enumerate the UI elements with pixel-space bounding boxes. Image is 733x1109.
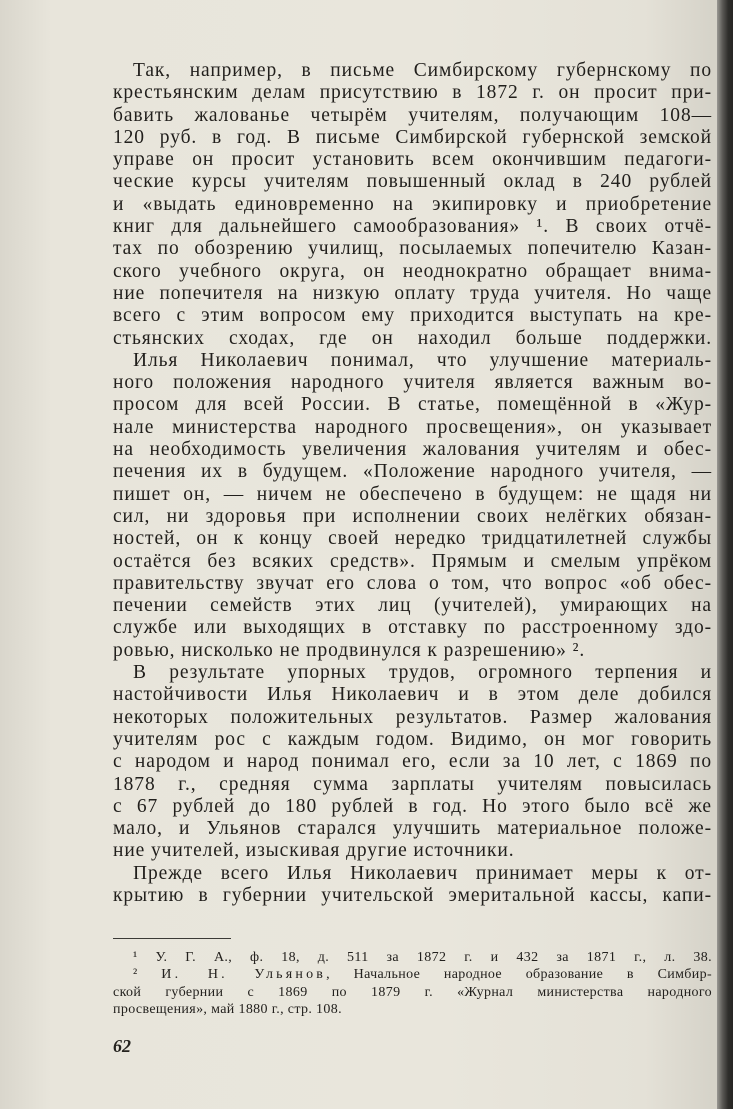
text-line: пишет он, — ничем не обеспечено в будущем: не щадя ни — [113, 483, 712, 505]
paragraph-3 — [113, 662, 712, 863]
footnote-separator — [113, 938, 231, 939]
footnote-marker: ² — [133, 967, 138, 983]
text-line: ностей, он к концу своей нередко тридцатилетней службы — [113, 528, 712, 550]
footnote-line — [113, 966, 712, 983]
text-line: ровью, нисколько не продвинулся к разрешению» ². — [113, 639, 586, 661]
text-line: печении семейств этих лиц (учителей), умирающих на — [113, 595, 712, 617]
text-line: с 67 рублей до 180 рублей в год. Но этого было всё же — [113, 795, 712, 817]
footnotes — [113, 949, 712, 1019]
text-line: учителям рос с каждым годом. Видимо, он мог говорить — [113, 728, 712, 750]
text-line: крытию в губернии учительской эмеритальной кассы, капи- — [113, 884, 712, 906]
footnote-author: И. Н. Ульянов — [161, 967, 327, 983]
text-line: с народом и народ понимал его, если за 10 лет, с 1869 по — [113, 751, 712, 773]
page-number: 62 — [113, 1036, 131, 1056]
text-line: ние учителей, изыскивая другие источники. — [113, 840, 515, 862]
text-line: остаётся без всяких средств». Прямым и смелым упрёком — [113, 550, 712, 572]
text-line: ческие курсы учителям повышенный оклад в 240 рублей — [113, 171, 712, 193]
text-line: стьянских сходах, где он находил больше поддержки. — [113, 327, 712, 349]
main-text — [113, 60, 712, 907]
text-line: ного положения народного учителя является важным во- — [113, 372, 712, 394]
text-line: и «выдать единовременно на экипировку и приобретение — [113, 193, 712, 215]
paragraph-4 — [113, 863, 712, 908]
text-line: мало, и Ульянов старался улучшить материальное положе- — [113, 818, 712, 840]
paragraph-1 — [113, 60, 712, 350]
text-line: бавить жалованье четырём учителям, получающим 108— — [113, 104, 712, 126]
text-line: Прежде всего Илья Николаевич принимает меры к от- — [133, 862, 712, 884]
text-line: 120 руб. в год. В письме Симбирской губернской земской — [113, 126, 712, 148]
text-line: ние попечителя на низкую оплату труда учителя. Но чаще — [113, 282, 712, 304]
footnote-title: , Начальное народное образование в Симбир- — [326, 967, 712, 983]
text-line: некоторых положительных результатов. Размер жалования — [113, 706, 712, 728]
text-line: крестьянским делам присутствию в 1872 г. он просит при- — [113, 82, 712, 104]
text-line: В результате упорных трудов, огромного терпения и — [133, 662, 712, 684]
book-spine-shadow — [717, 0, 733, 1109]
text-line: Илья Николаевич понимал, что улучшение материаль- — [133, 349, 712, 371]
text-line: нале министерства народного просвещения», он указывает — [113, 416, 712, 438]
text-line: на необходимость увеличения жалования учителям и обес- — [113, 439, 712, 461]
text-line: книг для дальнейшего самообразования» ¹. В своих отчё- — [113, 216, 712, 238]
paragraph-2 — [113, 350, 712, 662]
footnote-2 — [113, 966, 712, 1018]
text-line: всего с этим вопросом ему приходится выступать на кре- — [113, 305, 712, 327]
text-line: настойчивости Илья Николаевич и в этом деле добился — [113, 684, 712, 706]
footnote-line: ¹ У. Г. А., ф. 18, д. 511 за 1872 г. и 432 за 1871 г., л. 38. — [133, 950, 712, 965]
text-line: печения их в будущем. «Положение народного учителя, — — [113, 461, 712, 483]
footnote-1 — [113, 949, 712, 966]
footnote-line: просвещения», май 1880 г., стр. 108. — [113, 1002, 342, 1018]
text-line: 1878 г., средняя сумма зарплаты учителям повысилась — [113, 773, 712, 795]
text-line: тах по обозрению училищ, посылаемых попечителю Казан- — [113, 238, 712, 260]
text-line: службе или выходящих в отставку по расстроенному здо- — [113, 617, 712, 639]
text-line: Так, например, в письме Симбирскому губернскому по — [133, 60, 712, 81]
footnote-line: ской губернии с 1869 по 1879 г. «Журнал министерства народного — [113, 984, 712, 1000]
text-line: правительству звучат его слова о том, что вопрос «об обес- — [113, 572, 712, 594]
text-line: просом для всей России. В статье, помещённой в «Жур- — [113, 394, 712, 416]
text-line: сил, ни здоровья при исполнении своих нелёгких обязан- — [113, 505, 712, 527]
text-line: управе он просит установить всем окончившим педагоги- — [113, 149, 712, 171]
text-line: ского учебного округа, он неоднократно обращает внима- — [113, 260, 712, 282]
